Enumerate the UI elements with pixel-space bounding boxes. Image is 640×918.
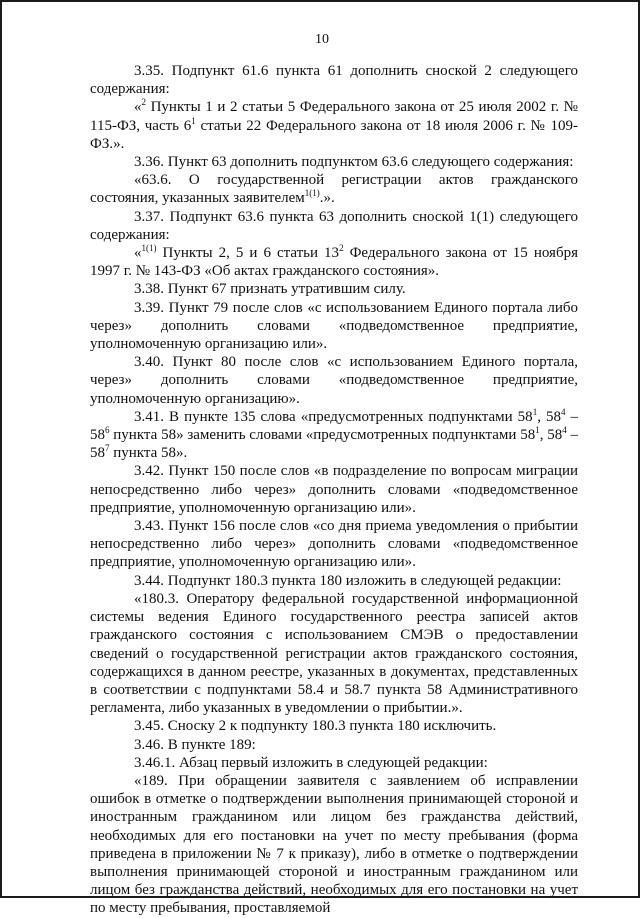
text-run: Пункты 1 и 2 статьи 5 Федерального закона от 25 июля 2002 г. № 115-ФЗ, часть 6 — [90, 99, 578, 134]
paragraph — [90, 153, 578, 171]
text-run: 3.35. Подпункт 61.6 пункта 61 дополнить сноской 2 следующего содержания: — [90, 63, 578, 98]
paragraph — [90, 462, 578, 517]
text-run: «63.6. О государственной регистрации актов гражданского состояния, указанных заявителем — [90, 172, 578, 207]
text-run: Пункты 2, 5 и 6 статьи 13 — [156, 245, 340, 262]
text-run: « — [134, 245, 142, 262]
text-run: , 58 — [537, 408, 561, 425]
text-run: статьи 22 Федерального закона от 18 июля 2006 г. № 109-ФЗ.». — [90, 117, 578, 152]
document-body — [90, 62, 578, 918]
text-run: .». — [319, 190, 335, 207]
superscript: 2 — [339, 243, 344, 254]
page-number: 10 — [315, 32, 329, 47]
text-run: «180.3. Оператору федеральной государственной информационной системы ведения Единого государственного реестра записей актов гражданского состояния с использованием СМЭВ о предоставлении сведений о государственной регистрации актов гражданского состояния, содержащихся в данном реестре, указанных в документах, представленных в соответствии с подпунктами 58.4 и 58.7 пункта 58 Административного регламента, либо указанных в уведомлении о прибытии.». — [90, 590, 578, 717]
paragraph — [90, 408, 578, 463]
text-run: 3.40. Пункт 80 после слов «с использованием Единого портала, через» дополнить словами «подведомственное предприятие, уполномоченную организацию». — [90, 354, 578, 407]
paragraph — [90, 736, 578, 754]
text-run: пункта 58» заменить словами «предусмотренных подпунктами 58 — [109, 427, 536, 444]
paragraph — [90, 717, 578, 735]
paragraph — [90, 517, 578, 572]
superscript: 1(1) — [141, 243, 157, 254]
text-run: 3.42. Пункт 150 после слов «в подразделение по вопросам миграции непосредственно либо через» дополнить словами «подведомственное предприятие, уполномоченную организацию или». — [90, 463, 578, 516]
text-run: 3.37. Подпункт 63.6 пункта 63 дополнить сноской 1(1) следующего содержания: — [90, 208, 578, 243]
paragraph — [90, 590, 578, 717]
text-run: 3.36. Пункт 63 дополнить подпунктом 63.6 следующего содержания: — [134, 154, 574, 171]
paragraph — [90, 754, 578, 772]
text-run: Федерального закона от 15 ноября 1997 г. № 143-ФЗ «Об актах гражданского состояния». — [90, 245, 578, 280]
text-run: 3.45. Сноску 2 к подпункту 180.3 пункта 180 исключить. — [134, 718, 497, 735]
text-run: « — [134, 99, 142, 116]
paragraph — [90, 171, 578, 207]
text-run: 3.46.1. Абзац первый изложить в следующей редакции: — [134, 754, 488, 771]
text-run: 3.43. Пункт 156 после слов «со дня приема уведомления о прибытии непосредственно либо через» дополнить словами «подведомственное предприятие, уполномоченную организацию или». — [90, 518, 578, 571]
paragraph — [90, 572, 578, 590]
superscript: 4 — [562, 425, 567, 436]
paragraph — [90, 299, 578, 354]
superscript: 7 — [105, 443, 110, 454]
text-run: 3.44. Подпункт 180.3 пункта 180 изложить в следующей редакции: — [134, 572, 562, 589]
superscript: 6 — [105, 425, 110, 436]
superscript: 1 — [535, 425, 540, 436]
text-run: 3.39. Пункт 79 после слов «с использованием Единого портала либо через» дополнить словами «подведомственное предприятие, уполномоченную организацию или». — [90, 299, 578, 353]
text-run: «189. При обращении заявителя с заявлением об исправлении ошибок в отметке о подтверждении выполнения принимающей стороной и иностранным гражданином или лицом без гражданства действий, необходимых для его постановки на учет по месту пребывания (форма приведена в приложении № 7 к приказу), либо в отметке о подтверждении выполнения принимающей стороной и иностранным гражданином или лицом без гражданства действий, необходимых для его постановки на учет по месту пребывания, проставляемой — [90, 772, 578, 917]
text-run: – 58 — [90, 427, 579, 462]
paragraph — [90, 244, 578, 280]
text-run: 3.38. Пункт 67 признать утратившим силу. — [134, 281, 406, 298]
text-run: 3.41. В пункте 135 слова «предусмотренных подпунктами 58 — [134, 408, 533, 425]
superscript: 2 — [141, 97, 146, 108]
paragraph — [90, 208, 578, 244]
paragraph — [90, 62, 578, 98]
superscript: 1 — [532, 406, 538, 417]
paragraph — [90, 772, 578, 918]
text-run: , 58 — [539, 427, 563, 444]
paragraph — [90, 353, 578, 408]
superscript: 1(1) — [304, 188, 320, 199]
superscript: 4 — [560, 406, 566, 417]
text-run: 3.46. В пункте 189: — [134, 736, 256, 753]
superscript: 1 — [191, 115, 196, 126]
text-run: – 58 — [90, 408, 579, 444]
text-run: пункта 58». — [109, 445, 188, 462]
paragraph — [90, 98, 578, 153]
paragraph — [90, 280, 578, 298]
